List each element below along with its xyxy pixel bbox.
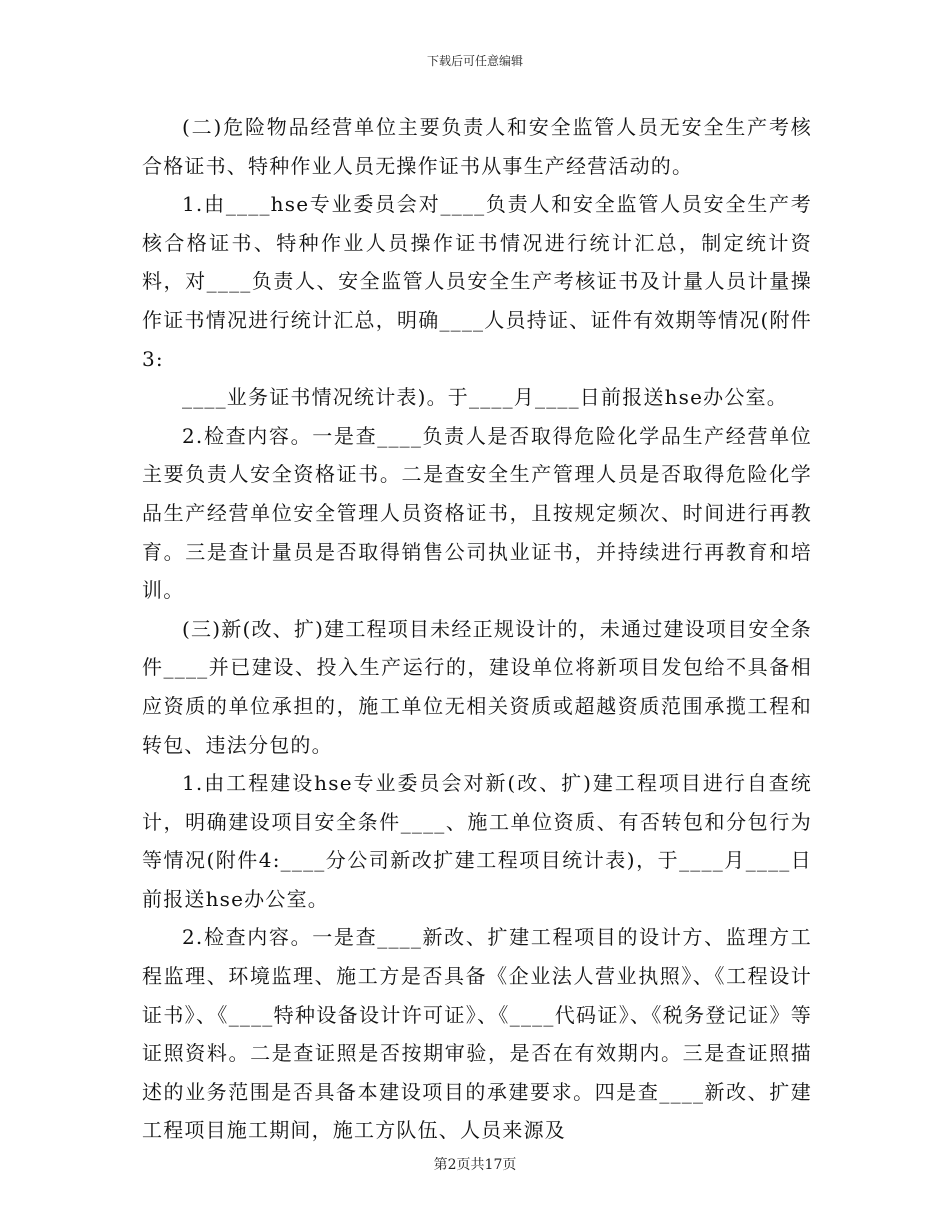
paragraph: (二)危险物品经营单位主要负责人和安全监管人员无安全生产考核合格证书、特种作业人员无操作证书从事生产经营活动的。 (142, 115, 812, 178)
paragraph: (三)新(改、扩)建工程项目未经正规设计的，未通过建设项目安全条件____并已建设、投入生产运行的，建设单位将新项目发包给不具备相应资质的单位承担的，施工单位无相关资质或超越资质范围承揽工程和转包、违法分包的。 (142, 616, 812, 757)
paragraph: 2.检查内容。一是查____新改、扩建工程项目的设计方、监理方工程监理、环境监理、施工方是否具备《企业法人营业执照》、《工程设计证书》、《____特种设备设计许可证》、《____代码证》、《税务登记证》等证照资料。二是查证照是否按期审验，是否在有效期内。三是查证照描述的业务范围是否具备本建设项目的承建要求。四是查____新改、扩建工程项目施工期间，施工方队伍、人员来源及 (142, 925, 812, 1143)
document-body (142, 108, 812, 1150)
paragraph: 1.由工程建设hse专业委员会对新(改、扩)建工程项目进行自查统计，明确建设项目安全条件____、施工单位资质、有否转包和分包行为等情况(附件4:____分公司新改扩建工程项目统计表)，于____月____日前报送hse办公室。 (142, 771, 812, 911)
page-footer: 第2页共17页 (433, 1157, 517, 1173)
paragraph: ____业务证书情况统计表)。于____月____日前报送hse办公室。 (182, 385, 788, 410)
page-header: 下载后可任意编辑 (426, 54, 523, 68)
paragraph: 2.检查内容。一是查____负责人是否取得危险化学品生产经营单位主要负责人安全资格证书。二是查安全生产管理人员是否取得危险化学品生产经营单位安全管理人员资格证书，且按规定频次、时间进行再教育。三是查计量员是否取得销售公司执业证书，并持续进行再教育和培训。 (142, 423, 812, 603)
paragraph: 1.由____hse专业委员会对____负责人和安全监管人员安全生产考核合格证书、特种作业人员操作证书情况进行统计汇总，制定统计资料，对____负责人、安全监管人员安全生产考核证书及计量人员计量操作证书情况进行统计汇总，明确____人员持证、证件有效期等情况(附件3: (142, 192, 812, 371)
